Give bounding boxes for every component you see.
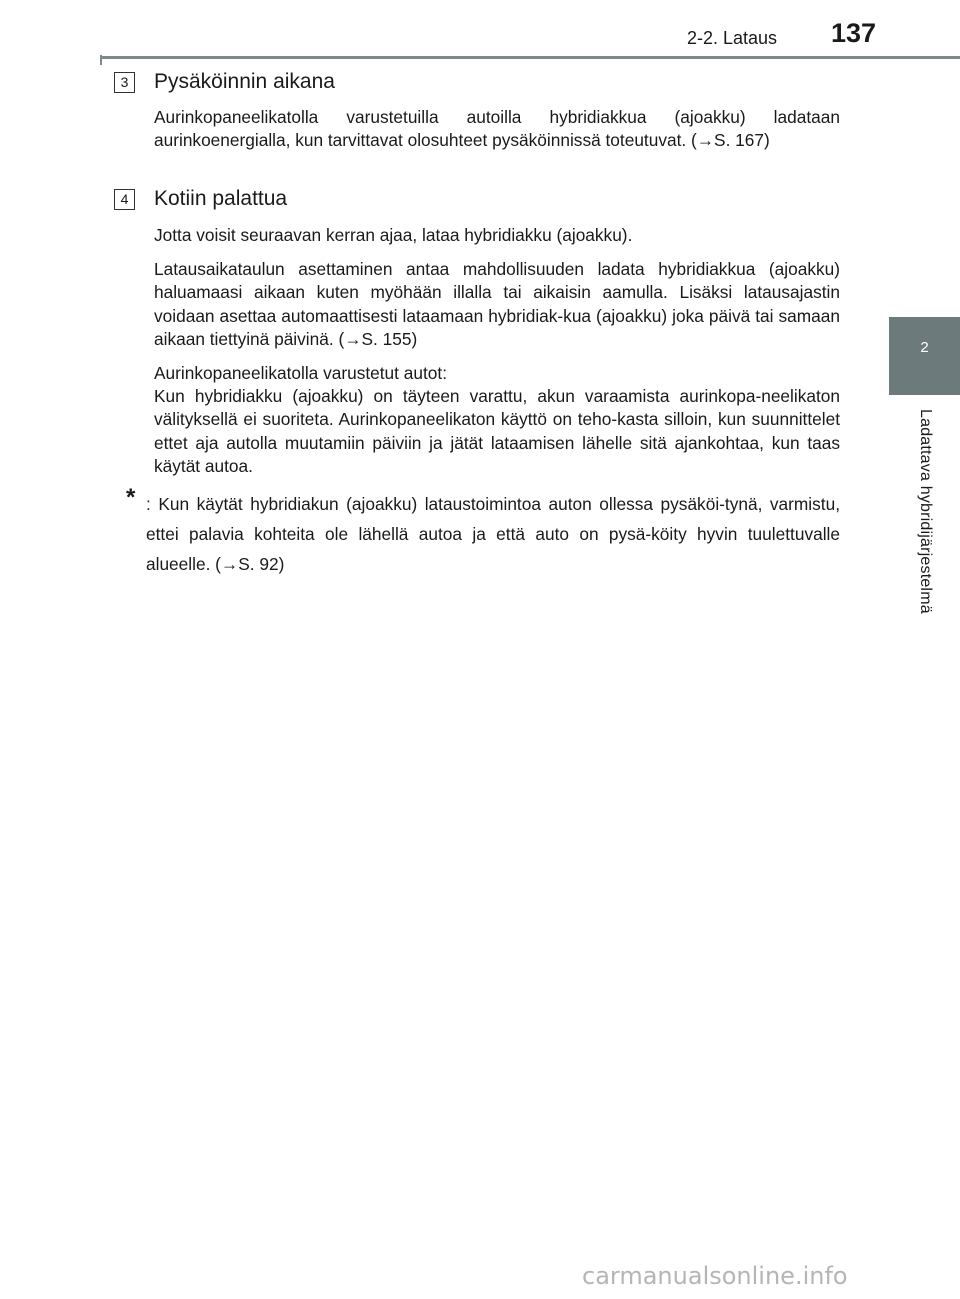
item-4-paragraph-1: Jotta voisit seuraavan kerran ajaa, lataa hybridiakku (ajoakku). (154, 225, 633, 245)
watermark: carmanualsonline.info (582, 1262, 848, 1290)
header-tick (100, 55, 102, 65)
item-4-paragraph-2: Latausaikataulun asettaminen antaa mahdollisuuden ladata hybridiakkua (ajoakku) haluamaasi aikaan kuten myöhään illalla tai aikaisin aamulla. Lisäksi latausajastin voidaan asettaa automaattisesti lataamaan hybridiak-kua (ajoakku) joka päivä tai samaan aikaan tiettyinä päivinä. (→S. 155) (154, 259, 840, 349)
footnote-mark: * (126, 484, 136, 511)
item-4-heading (114, 186, 287, 212)
chapter-title: Ladattava hybridijärjestelmä (917, 409, 934, 614)
page-header (0, 0, 960, 62)
page-number: 137 (830, 18, 876, 48)
item-4-paragraph-3-heading: Aurinkopaneelikatolla varustetut autot: (154, 363, 448, 383)
item-number-box: 4 (114, 189, 135, 210)
header-rule (100, 56, 960, 59)
item-title: Kotiin palattua (154, 187, 288, 210)
item-4-paragraph-3: Kun hybridiakku (ajoakku) on täyteen varattu, akun varaamista aurinkopa-neelikaton välityksellä ei suoriteta. Aurinkopaneelikaton käyttö on teho-kasta silloin, kun suunnittelet ettet aja autolla muutamiin päiviin ja jätät lataamisen lähelle sitä ajankohtaa, kun taas käytät autoa. (154, 386, 840, 476)
footnote-text: : Kun käytät hybridiakun (ajoakku) lataustoimintoa auton ollessa pysäköi-tynä, varmistu, ettei palavia kohteita ole lähellä autoa ja että auto on pysä-köity hyvin tuulettuvalle alueelle. (→S. 92) (146, 494, 840, 574)
item-3-paragraph: Aurinkopaneelikatolla varustetuilla autoilla hybridiakkua (ajoakku) ladataan aurinkoenergialla, kun tarvittavat olosuhteet pysäköinnissä toteutuvat. (→S. 167) (154, 107, 840, 151)
section-title: 2-2. Lataus (686, 28, 777, 48)
item-3-heading (114, 69, 335, 95)
chapter-number: 2 (920, 339, 929, 356)
item-number-box: 3 (114, 72, 135, 93)
item-title: Pysäköinnin aikana (154, 70, 335, 93)
chapter-tab (889, 317, 960, 395)
